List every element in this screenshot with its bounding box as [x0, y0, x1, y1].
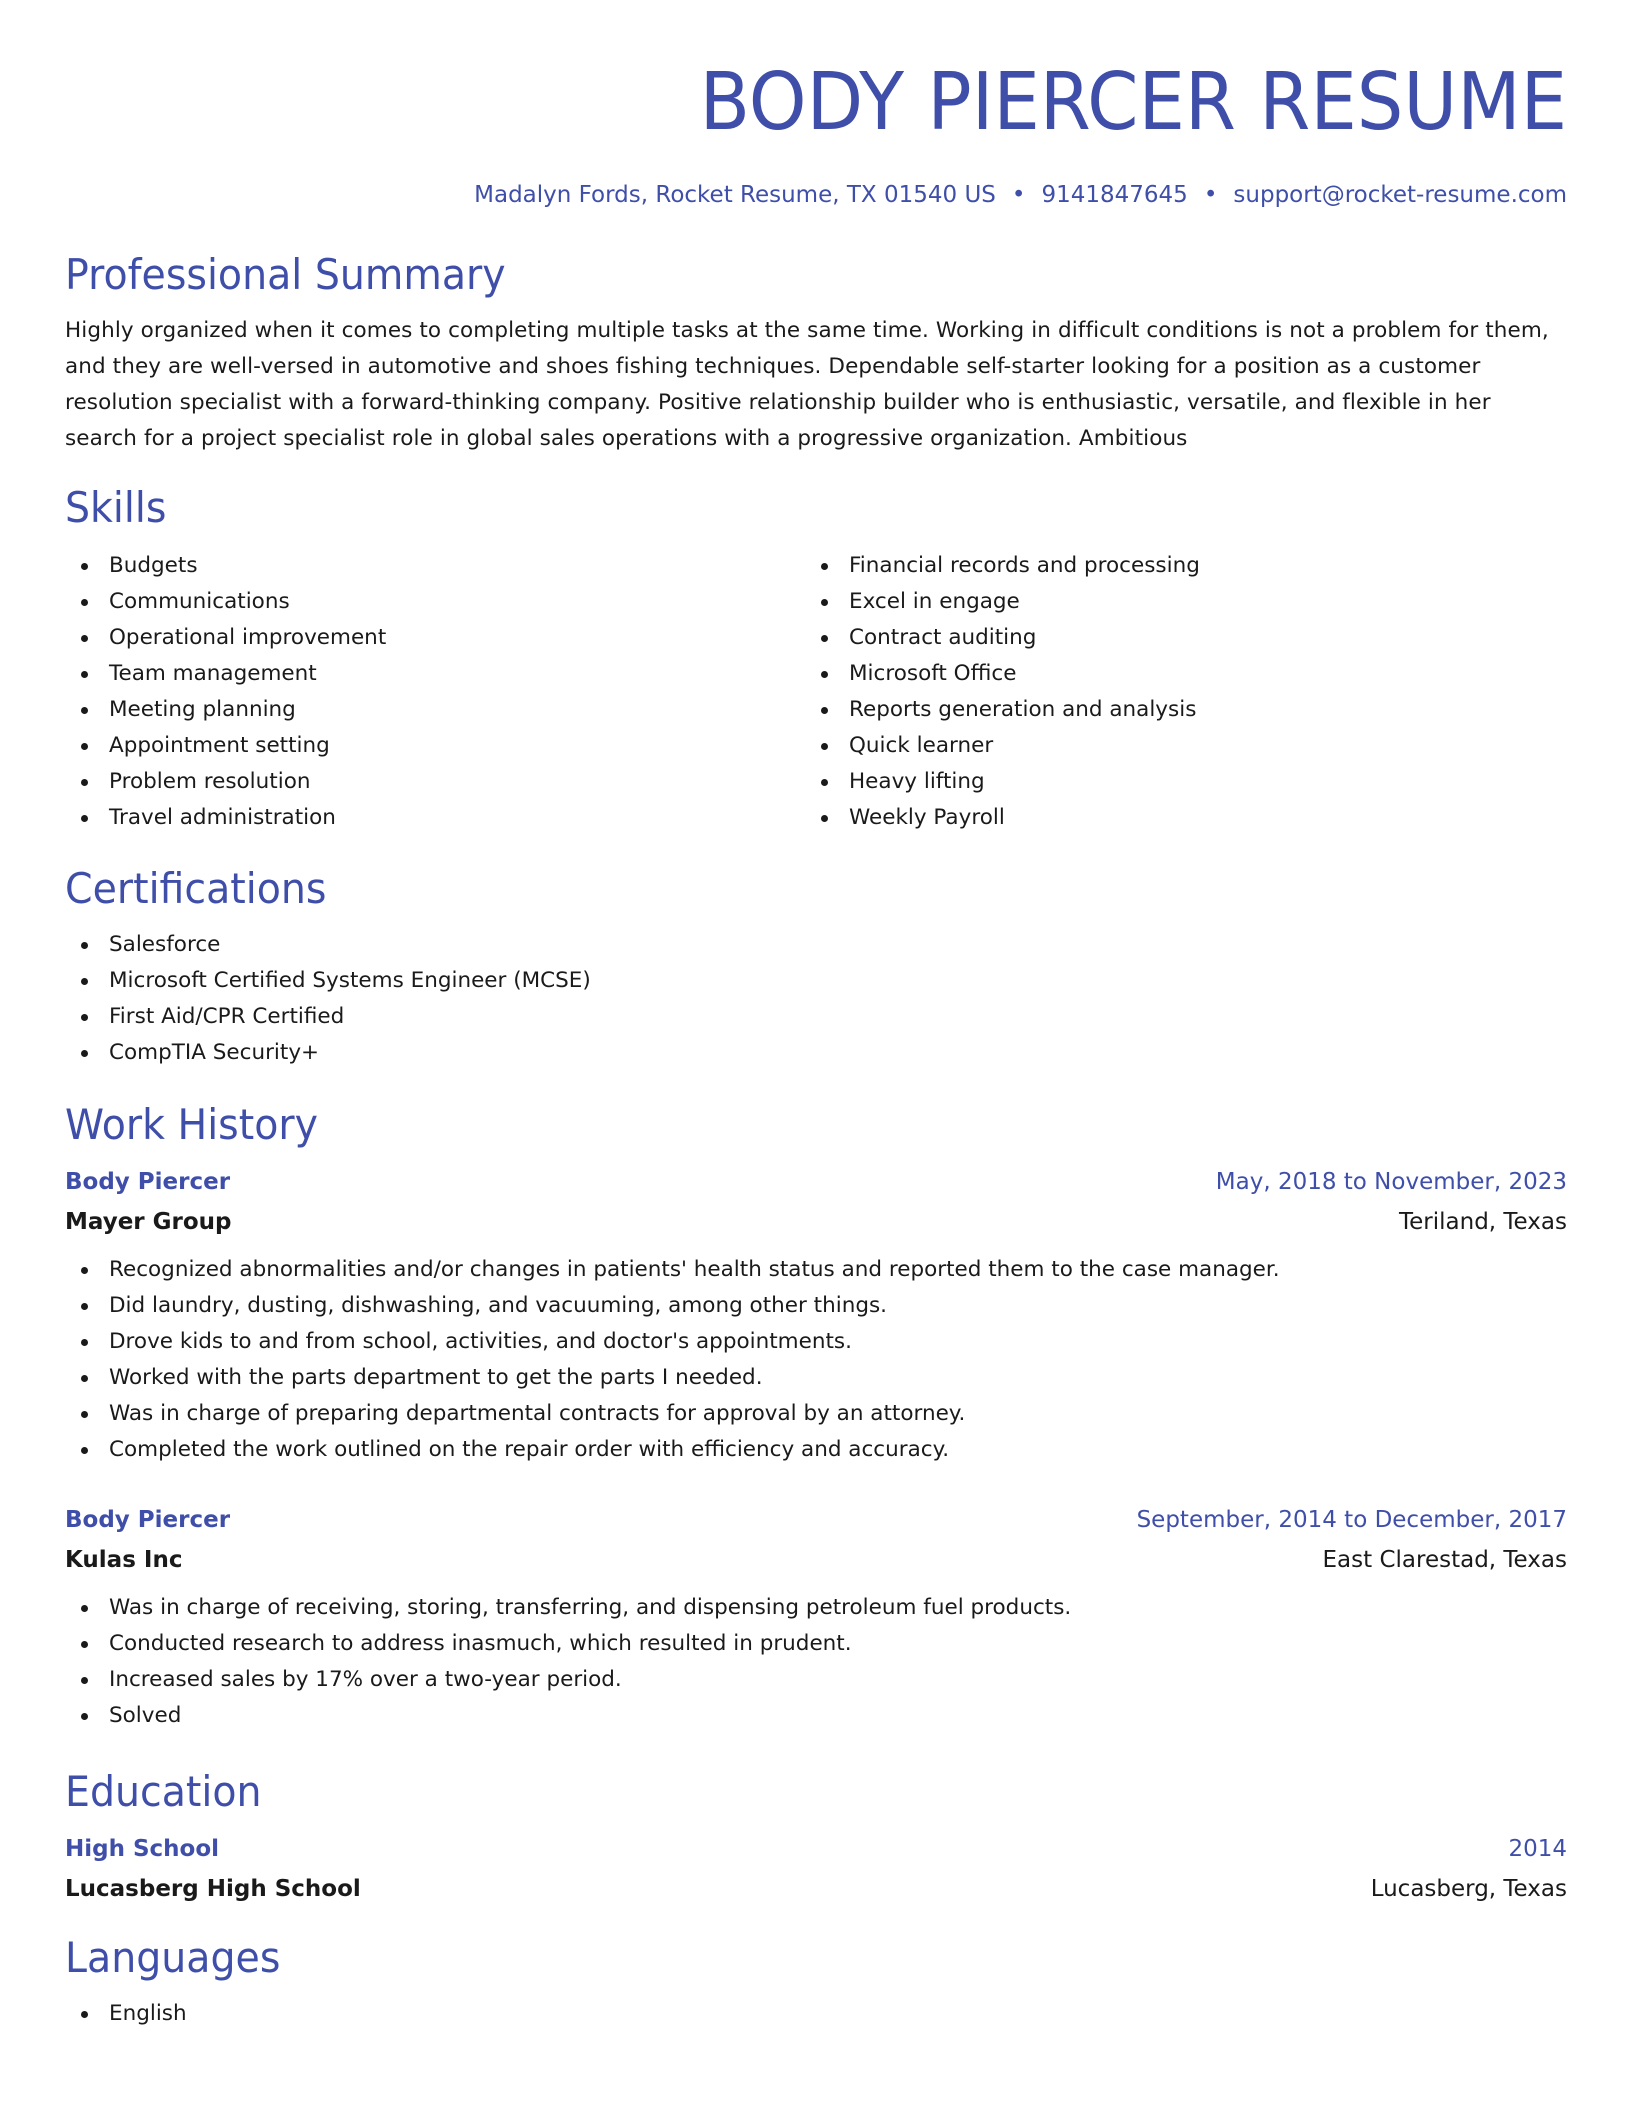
- job-dates: September, 2014 to December, 2017: [1136, 1507, 1567, 1533]
- job-duty-item: Did laundry, dusting, dishwashing, and vacuuming, among other things.: [65, 1288, 1567, 1324]
- job-location: East Clarestad, Texas: [1322, 1547, 1567, 1573]
- work-history-section: [65, 1098, 1567, 1734]
- skill-item: Team management: [65, 656, 805, 692]
- skill-item: Meeting planning: [65, 692, 805, 728]
- certification-item: Microsoft Certified Systems Engineer (MCSE): [65, 963, 1567, 999]
- section-heading: Education: [65, 1767, 262, 1816]
- skills-list-left: [65, 548, 805, 836]
- section-heading: Certifications: [65, 864, 327, 913]
- skills-columns: [65, 548, 1567, 836]
- job-duty-item: Increased sales by 17% over a two-year period.: [65, 1662, 1567, 1698]
- section-heading: Skills: [65, 483, 167, 532]
- job-company-row: [65, 1540, 1567, 1580]
- job-duty-item: Solved: [65, 1698, 1567, 1734]
- skill-item: Operational improvement: [65, 620, 805, 656]
- skill-item: Quick learner: [805, 728, 1545, 764]
- job-company-row: [65, 1202, 1567, 1242]
- job-duty-item: Recognized abnormalities and/or changes in patients' health status and reported them to the case manager.: [65, 1252, 1567, 1288]
- education-school-row: [65, 1869, 1567, 1909]
- language-item: English: [65, 1996, 1567, 2032]
- job-duties-list: [65, 1252, 1567, 1468]
- languages-section: [65, 1931, 1567, 2032]
- languages-list: [65, 1996, 1567, 2032]
- resume-title: BODY PIERCER RESUME: [699, 56, 1567, 148]
- education-school: Lucasberg High School: [65, 1876, 361, 1902]
- job-title: Body Piercer: [65, 1507, 231, 1533]
- job-entry: [65, 1500, 1567, 1734]
- section-heading: Professional Summary: [65, 250, 506, 299]
- contact-separator: •: [1203, 182, 1218, 208]
- skill-item: Heavy lifting: [805, 764, 1545, 800]
- job-location: Teriland, Texas: [1399, 1209, 1567, 1235]
- job-header-row: [65, 1162, 1567, 1202]
- job-duty-item: Was in charge of preparing departmental contracts for approval by an attorney.: [65, 1396, 1567, 1432]
- job-duty-item: Was in charge of receiving, storing, transferring, and dispensing petroleum fuel products.: [65, 1590, 1567, 1626]
- education-entry: [65, 1829, 1567, 1909]
- skills-list-right: [805, 548, 1545, 836]
- professional-summary-section: [65, 248, 1567, 457]
- section-heading: Languages: [65, 1933, 281, 1982]
- contact-address: Madalyn Fords, Rocket Resume, TX 01540 US: [474, 182, 996, 208]
- section-heading: Work History: [65, 1100, 318, 1149]
- certifications-section: [65, 862, 1567, 1071]
- education-section: [65, 1765, 1567, 1909]
- certification-item: Salesforce: [65, 927, 1567, 963]
- skill-item: Reports generation and analysis: [805, 692, 1545, 728]
- skill-item: Excel in engage: [805, 584, 1545, 620]
- certification-item: First Aid/CPR Certified: [65, 999, 1567, 1035]
- job-dates: May, 2018 to November, 2023: [1215, 1169, 1567, 1195]
- job-company: Kulas Inc: [65, 1547, 183, 1573]
- education-header-row: [65, 1829, 1567, 1869]
- skill-item: Problem resolution: [65, 764, 805, 800]
- job-duties-list: [65, 1590, 1567, 1734]
- job-duty-item: Conducted research to address inasmuch, which resulted in prudent.: [65, 1626, 1567, 1662]
- job-entry: [65, 1162, 1567, 1468]
- skill-item: Microsoft Office: [805, 656, 1545, 692]
- certifications-list: [65, 927, 1567, 1071]
- contact-separator: •: [1011, 182, 1026, 208]
- skills-section: [65, 481, 1567, 836]
- job-header-row: [65, 1500, 1567, 1540]
- contact-email[interactable]: support@rocket-resume.com: [1233, 182, 1567, 208]
- summary-text: Highly organized when it comes to completing multiple tasks at the same time. Working in difficult conditions is not a problem for them, and they are well-versed in automotive and shoes fishing techniques. Dependable self-starter looking for a position as a customer resolution specialist with a forward-thinking company. Positive relationship builder who is enthusiastic, versatile, and flexible in her search for a project specialist role in global sales operations with a progressive organization. Ambitious: [65, 318, 1549, 451]
- job-duty-item: Completed the work outlined on the repair order with efficiency and accuracy.: [65, 1432, 1567, 1468]
- job-duty-item: Drove kids to and from school, activities, and doctor's appointments.: [65, 1324, 1567, 1360]
- education-degree: High School: [65, 1836, 220, 1862]
- skill-item: Financial records and processing: [805, 548, 1545, 584]
- skill-item: Contract auditing: [805, 620, 1545, 656]
- skill-item: Appointment setting: [65, 728, 805, 764]
- skill-item: Weekly Payroll: [805, 800, 1545, 836]
- education-year: 2014: [1508, 1836, 1567, 1862]
- skill-item: Communications: [65, 584, 805, 620]
- job-company: Mayer Group: [65, 1209, 232, 1235]
- skill-item: Travel administration: [65, 800, 805, 836]
- education-location: Lucasberg, Texas: [1370, 1876, 1567, 1902]
- contact-phone: 9141847645: [1041, 182, 1188, 208]
- job-duty-item: Worked with the parts department to get the parts I needed.: [65, 1360, 1567, 1396]
- job-title: Body Piercer: [65, 1169, 231, 1195]
- certification-item: CompTIA Security+: [65, 1035, 1567, 1071]
- contact-line: [65, 178, 1567, 212]
- skill-item: Budgets: [65, 548, 805, 584]
